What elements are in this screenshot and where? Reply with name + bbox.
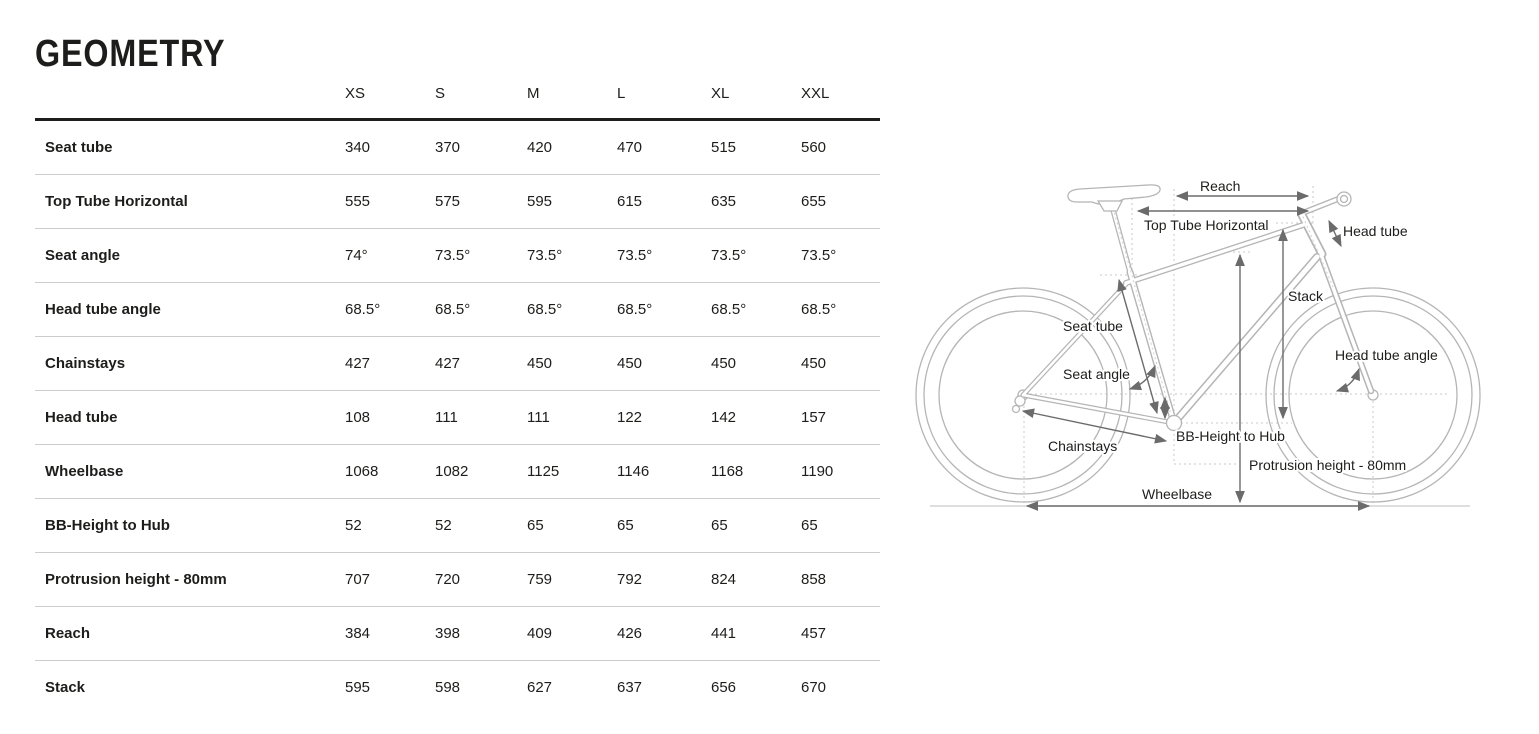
value-cell: 824 xyxy=(711,553,801,607)
bike-geometry-diagram xyxy=(905,155,1539,525)
row-label: Seat tube xyxy=(35,120,345,175)
row-label: Top Tube Horizontal xyxy=(35,175,345,229)
value-cell: 68.5° xyxy=(435,283,527,337)
value-cell: 420 xyxy=(527,120,617,175)
value-cell: 122 xyxy=(617,391,711,445)
value-cell: 427 xyxy=(435,337,527,391)
value-cell: 575 xyxy=(435,175,527,229)
handlebar-grip-inner xyxy=(1341,196,1348,203)
value-cell: 398 xyxy=(435,607,527,661)
row-label: Protrusion height - 80mm xyxy=(35,553,345,607)
seat-angle-arc xyxy=(1130,366,1155,389)
value-cell: 52 xyxy=(435,499,527,553)
value-cell: 111 xyxy=(435,391,527,445)
value-cell: 555 xyxy=(345,175,435,229)
value-cell: 409 xyxy=(527,607,617,661)
value-cell: 792 xyxy=(617,553,711,607)
value-cell: 52 xyxy=(345,499,435,553)
table-row xyxy=(35,283,880,337)
value-cell: 560 xyxy=(801,120,880,175)
value-cell: 68.5° xyxy=(801,283,880,337)
row-label: Reach xyxy=(35,607,345,661)
table-row xyxy=(35,607,880,661)
table-row xyxy=(35,175,880,229)
value-cell: 441 xyxy=(711,607,801,661)
size-header-l: L xyxy=(617,85,711,120)
value-cell: 73.5° xyxy=(527,229,617,283)
value-cell: 670 xyxy=(801,679,827,696)
value-cell: 470 xyxy=(617,120,711,175)
value-cell: 598 xyxy=(435,679,461,696)
diagram-label-chainstays: Chainstays xyxy=(1048,438,1118,454)
diagram-label-reach: Reach xyxy=(1200,178,1241,194)
table-row xyxy=(35,337,880,391)
derailleur-cage xyxy=(1013,406,1020,413)
geometry-table xyxy=(35,85,880,714)
diagram-label-head-tube: Head tube xyxy=(1343,223,1408,239)
value-cell: 707 xyxy=(345,553,435,607)
value-cell: 427 xyxy=(345,337,435,391)
value-cell: 615 xyxy=(617,175,711,229)
value-cell: 65 xyxy=(617,499,711,553)
value-cell: 68.5° xyxy=(617,283,711,337)
value-cell: 65 xyxy=(801,499,880,553)
table-row xyxy=(35,229,880,283)
saddle-clamp xyxy=(1098,201,1122,211)
value-cell: 450 xyxy=(801,337,880,391)
value-cell: 1146 xyxy=(617,445,711,499)
value-cell: 720 xyxy=(435,553,527,607)
value-cell: 74° xyxy=(345,229,435,283)
value-cell: 68.5° xyxy=(345,283,435,337)
value-cell: 635 xyxy=(711,175,801,229)
value-cell: 450 xyxy=(711,337,801,391)
value-cell: 457 xyxy=(801,607,880,661)
size-header-s: S xyxy=(435,85,527,120)
page-title: GEOMETRY xyxy=(35,33,226,75)
value-cell: 142 xyxy=(711,391,801,445)
diagram-label-top-tube-horizontal: Top Tube Horizontal xyxy=(1144,217,1269,233)
head-tube-angle-arc xyxy=(1337,369,1359,391)
table-row xyxy=(35,391,880,445)
value-cell: 515 xyxy=(711,120,801,175)
table-row xyxy=(35,661,880,715)
value-cell: 73.5° xyxy=(711,229,801,283)
value-cell: 73.5° xyxy=(617,229,711,283)
value-cell: 1082 xyxy=(435,445,527,499)
diagram-label-seat-tube: Seat tube xyxy=(1063,318,1123,334)
size-header-xl: XL xyxy=(711,85,801,120)
value-cell: 595 xyxy=(527,175,617,229)
value-cell: 450 xyxy=(527,337,617,391)
row-label: Head tube angle xyxy=(35,283,345,337)
row-label: Seat angle xyxy=(35,229,345,283)
value-cell: 65 xyxy=(527,499,617,553)
row-label: BB-Height to Hub xyxy=(35,499,345,553)
row-label: Stack xyxy=(45,679,86,696)
row-label: Head tube xyxy=(35,391,345,445)
value-cell: 384 xyxy=(345,607,435,661)
size-header-m: M xyxy=(527,85,617,120)
table-row xyxy=(35,553,880,607)
value-cell: 157 xyxy=(801,391,880,445)
size-header-xxl: XXL xyxy=(801,85,880,120)
value-cell: 68.5° xyxy=(711,283,801,337)
row-label: Wheelbase xyxy=(35,445,345,499)
row-label: Chainstays xyxy=(35,337,345,391)
value-cell: 656 xyxy=(711,679,737,696)
value-cell: 68.5° xyxy=(527,283,617,337)
table-row xyxy=(35,120,880,175)
value-cell: 1190 xyxy=(801,445,880,499)
size-header-empty xyxy=(35,85,345,120)
value-cell: 65 xyxy=(711,499,801,553)
diagram-label-stack: Stack xyxy=(1288,288,1324,304)
table-row xyxy=(35,499,880,553)
value-cell: 1068 xyxy=(345,445,435,499)
value-cell: 627 xyxy=(527,679,553,696)
value-cell: 759 xyxy=(527,553,617,607)
table-row xyxy=(35,445,880,499)
diagram-label-wheelbase: Wheelbase xyxy=(1142,486,1213,502)
value-cell: 858 xyxy=(801,553,880,607)
diagram-label-head-tube-angle: Head tube angle xyxy=(1335,347,1438,363)
head-tube-dimension xyxy=(1329,221,1341,246)
value-cell: 1125 xyxy=(527,445,617,499)
diagram-label-protrusion-height: Protrusion height - 80mm xyxy=(1249,457,1407,473)
diagram-label-bb-height-to-hub: BB-Height to Hub xyxy=(1176,428,1285,444)
value-cell: 340 xyxy=(345,120,435,175)
size-header-row xyxy=(35,85,880,120)
value-cell: 450 xyxy=(617,337,711,391)
value-cell: 370 xyxy=(435,120,527,175)
value-cell: 73.5° xyxy=(435,229,527,283)
value-cell: 655 xyxy=(801,175,880,229)
size-header-xs: XS xyxy=(345,85,435,120)
value-cell: 1168 xyxy=(711,445,801,499)
value-cell: 637 xyxy=(617,679,643,696)
value-cell: 426 xyxy=(617,607,711,661)
diagram-label-seat-angle: Seat angle xyxy=(1063,366,1130,382)
value-cell: 73.5° xyxy=(801,229,880,283)
value-cell: 595 xyxy=(345,679,371,696)
value-cell: 108 xyxy=(345,391,435,445)
value-cell: 111 xyxy=(527,391,617,445)
